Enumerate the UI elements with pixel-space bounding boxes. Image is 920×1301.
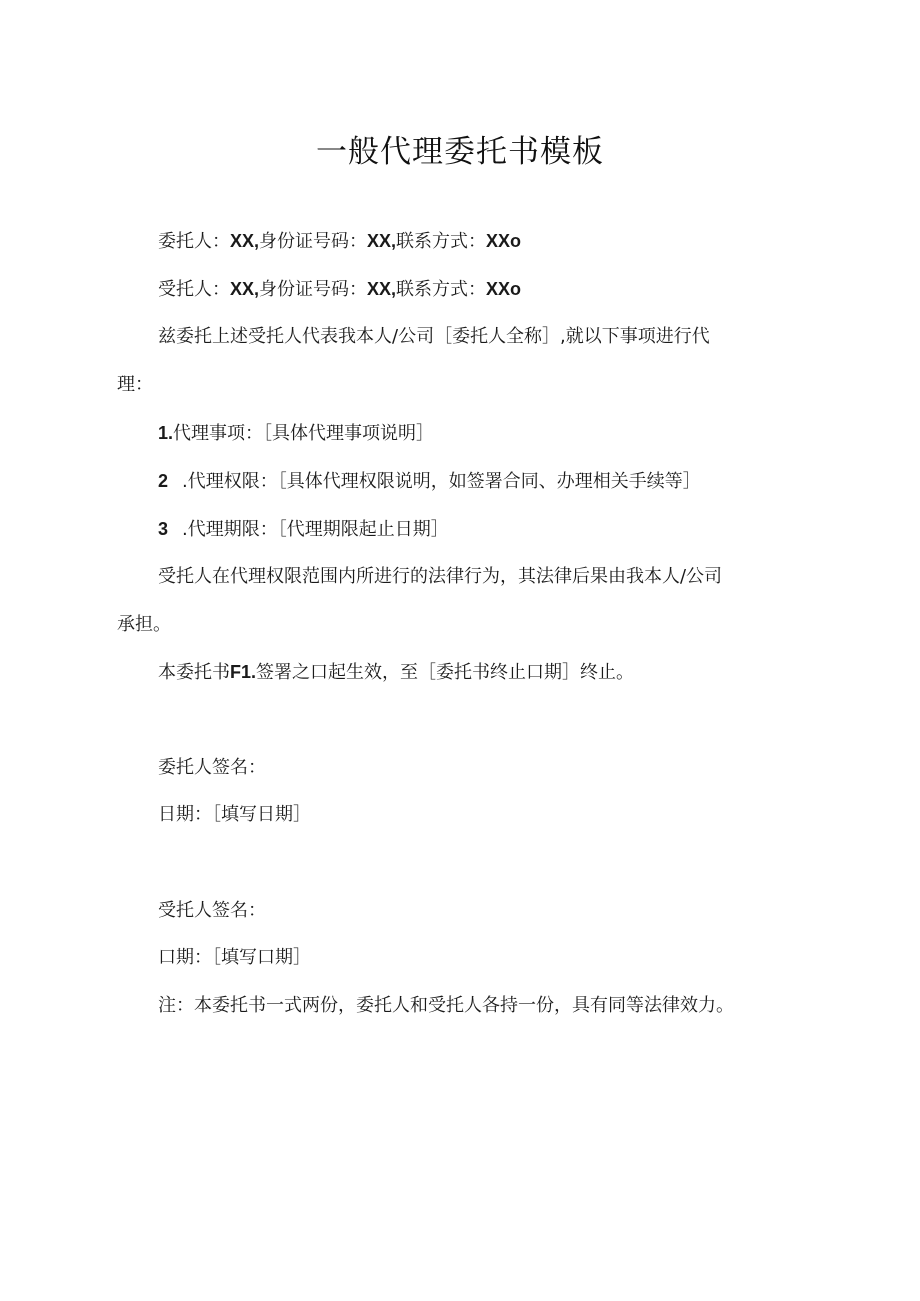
- agent-id-value: XX,: [367, 279, 397, 299]
- principal-id-label: 身份证号码：: [259, 231, 368, 252]
- document-title: 一般代理委托书模板: [316, 134, 604, 170]
- principal-info-line: [158, 229, 521, 254]
- agent-id-label: 身份证号码：: [259, 279, 368, 300]
- agent-info-line: [158, 277, 521, 302]
- agent-date-line: 口期：［填写口期］: [158, 947, 311, 968]
- effective-clause: [158, 660, 634, 685]
- effective-prefix: 本委托书: [158, 662, 230, 683]
- principal-id-value: XX,: [367, 231, 397, 251]
- item-2-number: 2: [158, 471, 169, 491]
- item-1: [158, 421, 434, 446]
- agent-contact-label: 联系方式：: [396, 279, 487, 300]
- item-3-text: .代理期限：［代理期限起止日期］: [182, 519, 449, 540]
- note-line: 注：本委托书一式两份，委托人和受托人各持一份，具有同等法律效力。: [158, 995, 734, 1016]
- agent-contact-value: XXo: [486, 279, 522, 299]
- intro-paragraph-line2: 理：: [117, 374, 153, 395]
- principal-name: XX,: [230, 231, 260, 251]
- principal-contact-label: 联系方式：: [396, 231, 487, 252]
- principal-signature-line: 委托人签名：: [158, 757, 266, 778]
- liability-paragraph-line2: 承担。: [117, 614, 171, 635]
- principal-contact-value: XXo: [486, 231, 522, 251]
- item-1-text: 代理事项：［具体代理事项说明］: [173, 423, 435, 444]
- principal-date-line: 日期：［填写日期］: [158, 804, 311, 825]
- item-1-number: 1.: [158, 423, 174, 443]
- item-2-text: .代理权限：［具体代理权限说明，如签署合同、办理相关手续等］: [182, 471, 701, 492]
- liability-paragraph-line1: 受托人在代理权限范围内所进行的法律行为，其法律后果由我本人/公司: [158, 566, 723, 587]
- effective-bold: F1.: [230, 662, 257, 682]
- intro-paragraph-line1: 兹委托上述受托人代表我本人/公司［委托人全称］,就以下事项进行代: [158, 326, 710, 347]
- effective-suffix: 签署之口起生效，至［委托书终止口期］终止。: [256, 662, 635, 683]
- agent-name: XX,: [230, 279, 260, 299]
- principal-label: 委托人：: [158, 231, 230, 252]
- item-3-number: 3: [158, 519, 169, 539]
- item-2: [158, 469, 701, 494]
- agent-signature-line: 受托人签名：: [158, 900, 266, 921]
- item-3: [158, 517, 449, 542]
- agent-label: 受托人：: [158, 279, 230, 300]
